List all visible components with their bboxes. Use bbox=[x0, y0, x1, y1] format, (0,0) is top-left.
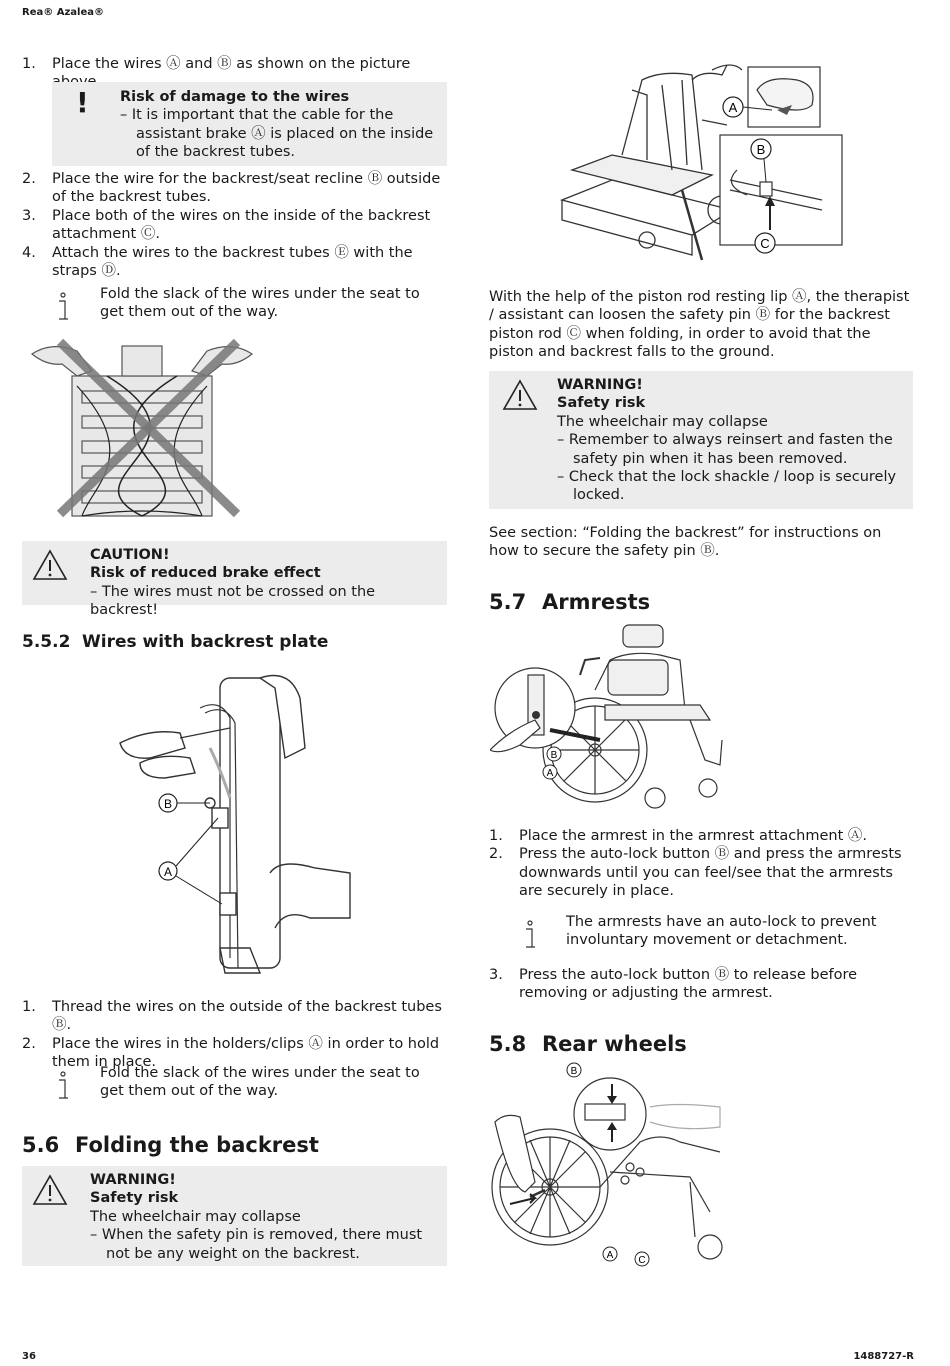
callout-a: A bbox=[163, 865, 173, 879]
notice-damage-box bbox=[52, 82, 447, 166]
list-item: 1. Thread the wires on the outside of the backrest tubes Ⓑ. bbox=[22, 999, 442, 1034]
list-item: 3. Press the auto-lock button Ⓑ to release before removing or adjusting the armrest. bbox=[489, 967, 858, 1002]
warning-title: WARNING! bbox=[557, 377, 643, 393]
callout-c: C bbox=[760, 236, 770, 251]
list-item: 1. Place the wires Ⓐ and Ⓑ as shown on the picture bbox=[22, 56, 411, 72]
info-note-1: Fold the slack of the wires under the seat to get them out of the way. bbox=[52, 285, 447, 325]
see-section-paragraph: See section: “Folding the backrest” for instructions on how to secure the safety pin Ⓑ. bbox=[489, 525, 882, 560]
notice-item: – It is important that the cable for the assistant brake Ⓐ is placed on the inside of the backrest tubes. bbox=[120, 107, 434, 161]
caution-item: – The wires must not be crossed on the backrest! bbox=[90, 583, 376, 619]
section-heading-5-7: 5.7 Armrests bbox=[489, 590, 651, 614]
callout-c: C bbox=[638, 1255, 646, 1266]
steps-list-2 bbox=[22, 998, 447, 1072]
crossed-wires-illustration bbox=[22, 336, 262, 522]
caution-subtitle: Risk of reduced brake effect bbox=[90, 565, 321, 582]
steps-list-1b bbox=[22, 170, 447, 280]
list-item: 4. Attach the wires to the backrest tubes Ⓔ with the straps Ⓓ. bbox=[22, 244, 413, 280]
warning-subtitle: Safety risk bbox=[90, 1190, 179, 1207]
caution-title: CAUTION! bbox=[90, 547, 170, 563]
footer-doc-number: 1488727-R bbox=[853, 1351, 914, 1362]
warning-box-piston bbox=[489, 371, 913, 509]
caution-box bbox=[22, 541, 447, 619]
notice-title: Risk of damage to the wires bbox=[120, 89, 350, 105]
list-item: 2. Place the wires in the holders/clips Ⓐ in order to hold them in place. bbox=[22, 1035, 440, 1071]
callout-b: B bbox=[550, 750, 558, 761]
callout-a: A bbox=[546, 768, 554, 779]
warning-line: The wheelchair may collapse bbox=[557, 413, 768, 430]
info-icon bbox=[52, 1070, 74, 1102]
callout-b: B bbox=[756, 142, 766, 157]
info-icon bbox=[519, 919, 541, 951]
footer-page-number: 36 bbox=[22, 1351, 36, 1362]
list-item: 1. Place the armrest in the armrest attachment Ⓐ. bbox=[489, 828, 867, 844]
warning-item: – When the safety pin is removed, there must not be any weight on the backrest. bbox=[90, 1227, 423, 1262]
callout-b: B bbox=[570, 1066, 578, 1077]
warning-triangle-icon bbox=[32, 1174, 68, 1206]
section-heading-5-6: 5.6 Folding the backrest bbox=[22, 1133, 319, 1157]
rear-wheel-illustration bbox=[490, 1062, 730, 1270]
steps-list-5-7b bbox=[489, 966, 914, 1003]
warning-triangle-icon bbox=[32, 549, 68, 581]
warning-item: – Remember to always reinsert and fasten the safety pin when it has been removed. bbox=[557, 432, 893, 467]
warning-line: The wheelchair may collapse bbox=[90, 1208, 301, 1225]
steps-list-5-7 bbox=[489, 827, 914, 901]
backrest-plate-wires-illustration bbox=[110, 668, 360, 983]
warning-subtitle: Safety risk bbox=[557, 395, 646, 412]
info-icon bbox=[52, 291, 74, 323]
armrest-illustration bbox=[490, 620, 735, 812]
info-note-2: Fold the slack of the wires under the seat to get them out of the way. bbox=[52, 1064, 447, 1104]
piston-rod-illustration bbox=[552, 60, 877, 270]
warning-item: – Check that the lock shackle / loop is securely locked. bbox=[557, 469, 897, 504]
header-product: Rea® Azalea® bbox=[22, 7, 104, 18]
list-item: 2. Place the wire for the backrest/seat recline Ⓑ outside of the backrest tubes. bbox=[22, 171, 441, 206]
piston-paragraph: With the help of the piston rod resting lip Ⓐ, the therapist / assistant can loosen the safety pin Ⓑ for the backrest piston rod Ⓒ when folding, in order to avoid that the piston and backrest falls to the ground. bbox=[489, 289, 910, 361]
callout-a: A bbox=[606, 1250, 614, 1261]
info-note-armrest: The armrests have an auto-lock to prevent involuntary movement or detachment. bbox=[519, 913, 914, 953]
list-item: 3. Place both of the wires on the inside of the backrest attachment Ⓒ. bbox=[22, 207, 431, 243]
section-heading-5-5-2: 5.5.2 Wires with backrest plate bbox=[22, 632, 329, 652]
warning-triangle-icon bbox=[502, 379, 538, 411]
exclamation-icon: ! bbox=[76, 86, 89, 119]
callout-a: A bbox=[728, 100, 738, 115]
list-item: 2. Press the auto-lock button Ⓑ and press the armrests downwards until you can feel/see that the armrests are securely in place. bbox=[489, 846, 902, 900]
warning-box-5-6 bbox=[22, 1166, 447, 1266]
warning-title: WARNING! bbox=[90, 1172, 176, 1188]
section-heading-5-8: 5.8 Rear wheels bbox=[489, 1032, 687, 1056]
callout-b: B bbox=[163, 797, 173, 811]
